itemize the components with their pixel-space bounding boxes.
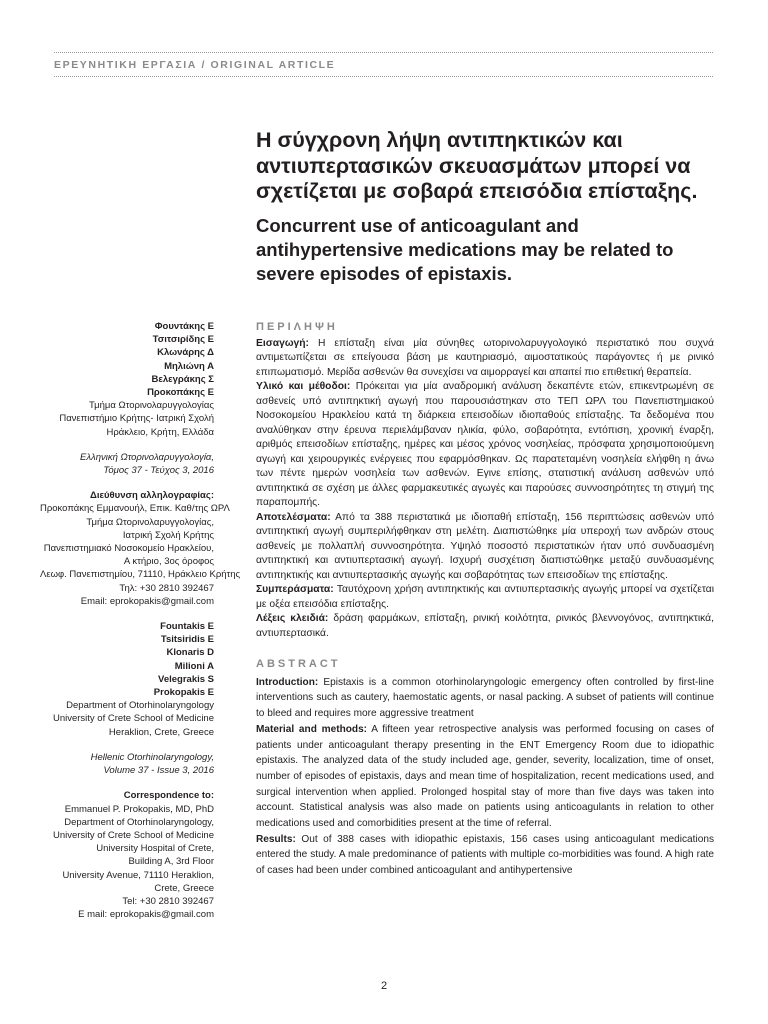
author-name: Τσιτσιρίδης Ε: [152, 334, 214, 346]
paragraph-label: Υλικό και μέθοδοι:: [256, 381, 351, 392]
abstract-paragraph-methods-gr: [256, 380, 714, 511]
correspondence-line: Προκοπάκης Εμμανουήλ, Επικ. Καθ/της ΩΡΛ: [40, 503, 230, 515]
abstract-heading-english: ABSTRACT: [256, 658, 341, 670]
paragraph-label: Results:: [256, 833, 296, 845]
affiliation-line: Τμήμα Ωτορινολαρυγγολογίας: [89, 400, 214, 412]
section-label: ΕΡΕΥΝΗΤΙΚΗ ΕΡΓΑΣΙΑ / ORIGINAL ARTICLE: [54, 59, 336, 71]
abstract-paragraph-introduction-gr: [256, 337, 714, 381]
correspondence-line: University of Crete School of Medicine: [52, 829, 214, 841]
paragraph-label: Αποτελέσματα:: [256, 511, 331, 523]
correspondence-english: [40, 803, 214, 922]
correspondence-line: Λεωφ. Πανεπιστημίου, 71110, Ηράκλειο Κρήτης: [40, 569, 241, 581]
correspondence-greek: [40, 502, 241, 608]
affiliation-line: University of Crete School of Medicine: [52, 713, 214, 725]
correspondence-email[interactable]: E mail: eprokopakis@gmail.com: [78, 909, 214, 921]
paragraph-label: Εισαγωγή:: [256, 337, 309, 349]
author-name: Κλωνάρης Δ: [157, 347, 214, 359]
correspondence-line: University Avenue, 71110 Heraklion,: [62, 869, 214, 881]
author-name: Velegrakis S: [158, 673, 214, 685]
author-name: Μηλιώνη Α: [164, 360, 214, 372]
paragraph-label: Συμπεράσματα:: [256, 584, 334, 595]
page-number: 2: [380, 980, 388, 992]
correspondence-line: Tel: +30 2810 392467: [122, 895, 214, 907]
paragraph-text: A fifteen year retrospective analysis was performed focusing on cases of patients under anticoagulant therapy presenting in the ENT Emergency Room due to idiopathic epistaxis. The analyzed data of the study included age, gender, severity, localization, time of onset, number of episodes of epistaxis, days and mean time of hospitalization, recent medications used, and surgical intervention when applied. Prolonged hospital stay of more than five days was taken into account. Statistical analysis was also made on patients using anticoagulants in relation to other medications used and comorbidities present at the time of referral.: [256, 723, 714, 830]
affiliation-line: Heraklion, Crete, Greece: [108, 726, 214, 738]
journal-citation-greek: [40, 451, 214, 477]
title-english: Concurrent use of anticoagulant and antihypertensive medications may be related to severe episodes of epistaxis.: [256, 215, 674, 284]
header-rule-top: [54, 52, 713, 53]
correspondence-line: University Hospital of Crete,: [96, 843, 214, 855]
paragraph-text: Από τα 388 περιστατικά με ιδιοπαθή επίσταξη, 156 περιπτώσεις ασθενών υπό αντιπηκτική αγωγή συμπεριλήφθηκαν στη μελέτη. Διαπιστώθηκε μία υπεροχή των ανδρών στους ασθενείς με πολλαπλή συννοσηρότητα. Υψηλό ποσοστό περιστατικών ήταν υπό συνδυασμένη αντιπηκτική και αντιυπερτασική αγωγή. Ισχυρή συσχέτιση διαπιστώθηκε μεταξύ συνδυασμένης αντιπηκτικής και αντιυπερτασικής αγωγής και σοβαρότητας των επεισοδίων της επίσταξης.: [256, 511, 714, 581]
title-greek: Η σύγχρονη λήψη αντιπηκτικών και αντιυπερτασικών σκευασμάτων μπορεί να σχετίζεται με σοβαρά επεισόδια επίσταξης.: [256, 128, 698, 203]
correspondence-label-english: Correspondence to:: [123, 790, 214, 802]
correspondence-email[interactable]: Email: eprokopakis@gmail.com: [80, 595, 214, 607]
abstract-paragraph-conclusions-gr: [256, 583, 714, 612]
correspondence-line: Ιατρική Σχολή Κρήτης: [122, 529, 214, 541]
author-name: Φουντάκης Ε: [154, 321, 214, 332]
abstract-heading-greek: ΠΕΡΙΛΗΨΗ: [256, 321, 338, 333]
author-name: Prokopakis E: [153, 687, 214, 699]
abstract-paragraph-introduction-en: [256, 675, 714, 722]
paragraph-text: δράση φαρμάκων, επίσταξη, ρινική κοιλότητα, ρινικός βλεννογόνος, αντιπηκτικά, αντιυπερτασικά.: [256, 613, 714, 639]
paragraph-text: Out of 388 cases with idiopathic epistaxis, 156 cases using anticoagulant medications entered the study. A male predominance of patients with multiple co-morbidities was found. A high rate of cases had been under combined anticoagulant and antihypertensive: [256, 833, 714, 877]
header-rule-bottom: [54, 76, 713, 77]
correspondence-line: Τηλ: +30 2810 392467: [119, 582, 214, 594]
abstract-paragraph-results-gr: [256, 511, 714, 584]
correspondence-line: Πανεπιστημιακό Νοσοκομείο Ηρακλείου,: [43, 543, 214, 555]
journal-line: Volume 37 - Issue 3, 2016: [103, 765, 214, 777]
author-name: Προκοπάκης Ε: [147, 387, 214, 399]
affiliation-line: Πανεπιστήμιο Κρήτης- Ιατρική Σχολή: [59, 413, 214, 425]
author-info-column: [40, 320, 241, 921]
paragraph-text: Πρόκειται για μία αναδρομική ανάλυση δεκαπέντε ετών, επικεντρωμένη σε ασθενείς υπό αντιπηκτική αγωγή που παρουσιάστηκαν στο ΤΕΠ ΩΡΛ του Πανεπιστημιακού Νοσοκομείου Ηρακλείου κατά τη διάρκεια επεισοδίων ιδιοπαθούς επίσταξης. Τα δεδομένα που αναλύθηκαν στην έρευνα περιελάμβαναν ηλικία, φύλο, σοβαρότητα, εντόπιση, χρονική έναρξη, αριθμός επεισοδίων επίσταξης, ημέρες και μέσος χρόνος νοσηλείας, πρόσφατα χρησιμοποιούμενη αγωγή και χειρουργικές ενέργειες που εφαρμόσθηκαν. Ως παρατεταμένη νοσηλεία ελήφθη η άνω των πέντε ημερών νοσηλεία των ασθενών. Εγινε επίσης, στατιστική ανάλυση ασθενών υπό αντιπηκτικά σε σχέση με άλλες φαρμακευτικές αγωγές και παρούσες συννοσηρότητες τη στιγμή της παραπομπής.: [256, 381, 714, 508]
correspondence-line: Emmanuel P. Prokopakis, MD, PhD: [64, 803, 214, 815]
correspondence-line: Building A, 3rd Floor: [128, 856, 214, 868]
author-name: Fountakis E: [160, 621, 214, 633]
author-name: Tsitsiridis E: [160, 634, 214, 646]
paragraph-label: Material and methods:: [256, 723, 368, 735]
journal-line: Τόμος 37 - Τεύχος 3, 2016: [103, 465, 214, 477]
abstract-paragraph-results-en: [256, 832, 714, 879]
paragraph-label: Λέξεις κλειδιά:: [256, 613, 329, 624]
affiliation-greek: [40, 399, 214, 439]
paragraph-text: Η επίσταξη είναι μία σύνηθες ωτορινολαρυγγολογικό περιστατικό που συχνά αντιμετωπίζεται σε επείγουσα βάση με καυτηριασμό, αιμοστατικούς παράγοντες ή με ρινικό επιπωματισμό. Μερίδα ασθενών θα συνεχίσει να αιμορραγεί και απαιτεί πιο επιθετική θεραπεία.: [256, 337, 714, 378]
paragraph-text: Epistaxis is a common otorhinolaryngologic emergency often controlled by first-line interventions such as cautery, haemostatic agents, or nasal packing. A subset of patients will continue to bleed and requires more aggressive treatment: [256, 676, 714, 720]
author-name: Klonaris D: [166, 647, 214, 659]
journal-line: Ελληνική Ωτορινολαρυγγολογία,: [80, 451, 214, 463]
journal-citation-english: [40, 751, 214, 777]
abstract-paragraph-methods-en: [256, 722, 714, 832]
correspondence-line: Τμήμα Ωτορινολαρυγγολογίας,: [86, 516, 214, 528]
author-name: Βελεγράκης Σ: [151, 373, 214, 385]
author-names-english: [40, 620, 214, 699]
abstract-column: [256, 320, 714, 879]
author-name: Milioni A: [174, 660, 214, 672]
affiliation-english: [40, 699, 214, 739]
correspondence-line: Α κτήριο, 3ος όροφος: [123, 556, 214, 568]
author-names-greek: [40, 320, 214, 399]
affiliation-line: Department of Otorhinolaryngology: [66, 700, 214, 712]
correspondence-line: Department of Otorhinolaryngology,: [64, 816, 214, 828]
abstract-english: [256, 657, 714, 879]
paragraph-label: Introduction:: [256, 676, 319, 688]
journal-line: Hellenic Otorhinolaryngology,: [90, 751, 214, 763]
paragraph-text: Ταυτόχρονη χρήση αντιπηκτικής και αντιυπερτασικής αγωγής μπορεί να σχετίζεται με οξέα επεισόδια επίσταξης.: [256, 584, 714, 610]
correspondence-label-greek: Διεύθυνση αλληλογραφίας:: [90, 490, 214, 502]
affiliation-line: Ηράκλειο, Κρήτη, Ελλάδα: [106, 426, 214, 438]
correspondence-line: Crete, Greece: [154, 882, 214, 894]
abstract-paragraph-keywords-gr: [256, 612, 714, 641]
